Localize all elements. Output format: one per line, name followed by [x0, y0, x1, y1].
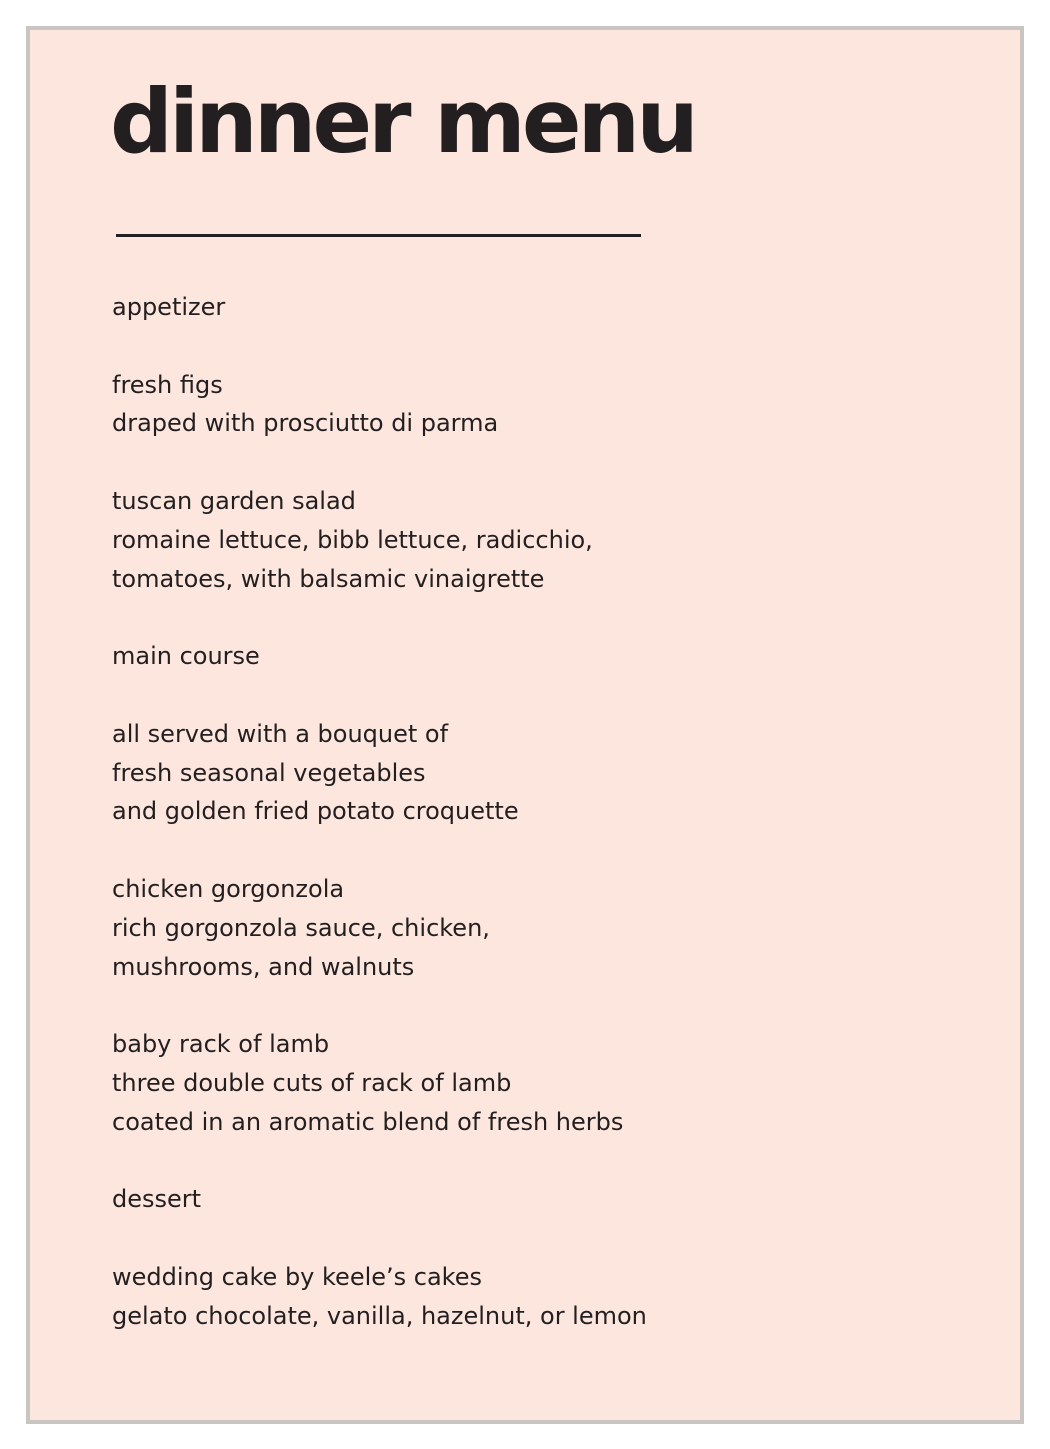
section-heading-dessert: dessert	[112, 1185, 202, 1214]
menu-item-name: fresh figs	[112, 370, 223, 399]
menu-item-name: chicken gorgonzola	[112, 874, 345, 903]
menu-item-fresh-figs	[112, 366, 932, 444]
section-heading-appetizer: appetizer	[112, 293, 226, 321]
section-heading-main-course: main course	[112, 642, 260, 671]
spacer	[112, 1219, 932, 1258]
spacer	[112, 443, 932, 482]
menu-body	[112, 288, 932, 1336]
spacer	[112, 1142, 932, 1181]
menu-item-description: romaine lettuce, bibb lettuce, radicchio,	[112, 525, 593, 554]
menu-item-tuscan-garden-salad	[112, 482, 932, 598]
spacer	[112, 831, 932, 870]
note-line: fresh seasonal vegetables	[112, 758, 426, 787]
spacer	[112, 986, 932, 1025]
menu-item-description: gelato chocolate, vanilla, hazelnut, or lemon	[112, 1301, 647, 1330]
title-divider	[116, 234, 641, 237]
note-line: and golden fried potato croquette	[112, 797, 519, 826]
menu-item-name: baby rack of lamb	[112, 1030, 330, 1059]
menu-item-wedding-cake	[112, 1258, 932, 1336]
section-appetizer	[112, 288, 932, 637]
main-course-note	[112, 715, 932, 831]
menu-item-name: tuscan garden salad	[112, 486, 356, 515]
menu-title: dinner menu	[110, 70, 695, 173]
menu-item-chicken-gorgonzola	[112, 870, 932, 986]
section-main-course	[112, 637, 932, 1180]
note-line: all served with a bouquet of	[112, 719, 449, 748]
menu-item-description: coated in an aromatic blend of fresh herbs	[112, 1107, 624, 1136]
menu-item-description: rich gorgonzola sauce, chicken,	[112, 913, 490, 942]
section-dessert	[112, 1180, 932, 1335]
menu-item-description: three double cuts of rack of lamb	[112, 1068, 512, 1097]
menu-item-description: mushrooms, and walnuts	[112, 952, 415, 981]
menu-item-name: wedding cake by keele’s cakes	[112, 1262, 482, 1291]
spacer	[112, 598, 932, 637]
spacer	[112, 327, 932, 366]
menu-item-description: draped with prosciutto di parma	[112, 409, 499, 438]
menu-item-baby-rack-of-lamb	[112, 1025, 932, 1141]
menu-card	[26, 26, 1024, 1424]
spacer	[112, 676, 932, 715]
menu-item-description: tomatoes, with balsamic vinaigrette	[112, 564, 545, 593]
